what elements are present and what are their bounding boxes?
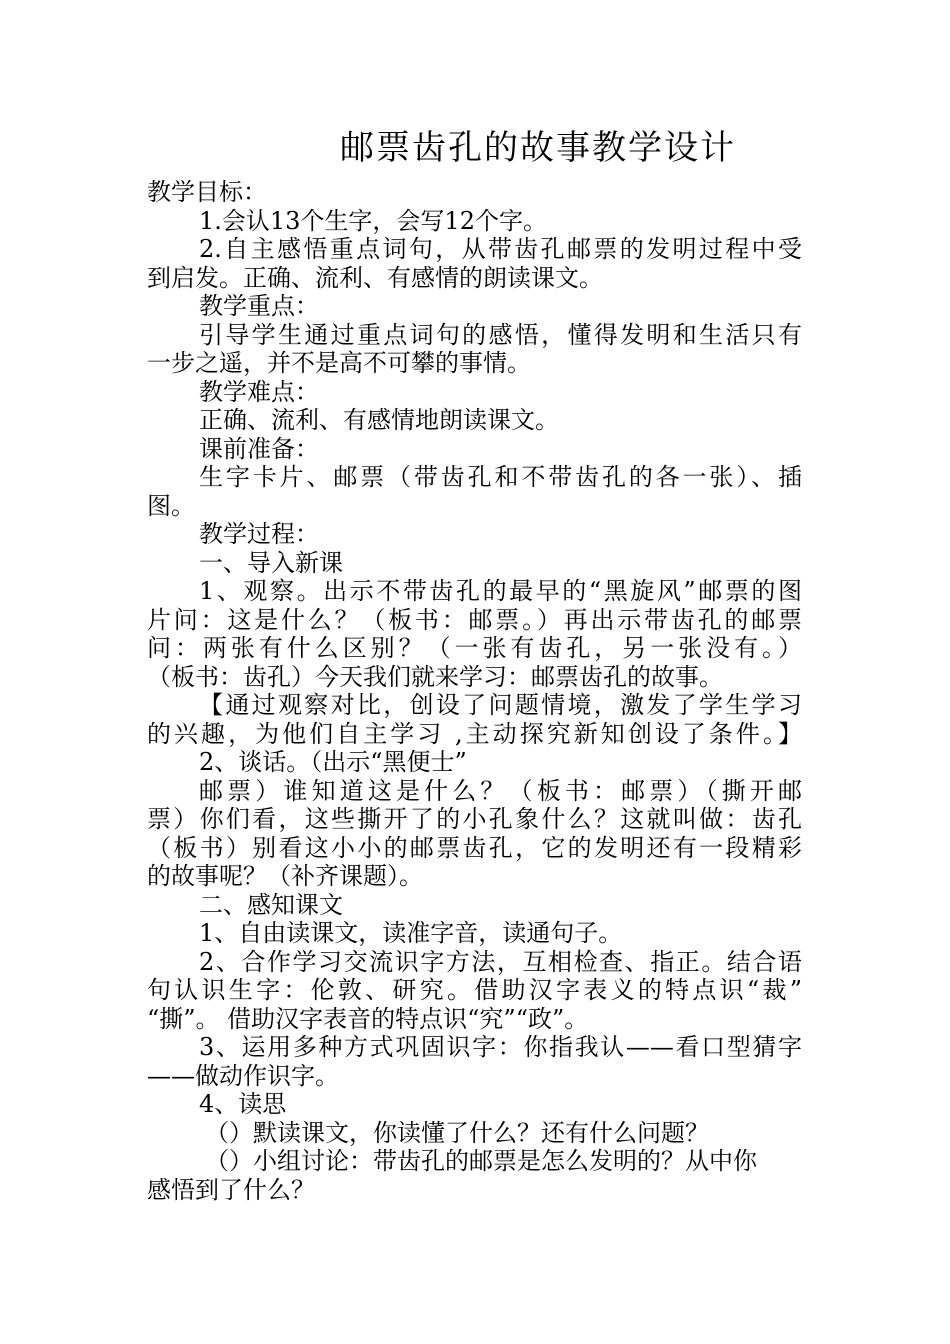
text-line: 二、感知课文	[199, 890, 343, 919]
text-line: （板书：齿孔）今天我们就来学习：邮票齿孔的故事。	[147, 662, 723, 691]
text-line: 片问：这是什么？（板书：邮票。）再出示带齿孔的邮票	[147, 605, 802, 634]
document-title: 邮票齿孔的故事教学设计	[340, 128, 736, 168]
text-line: 生字卡片、邮票（带齿孔和不带齿孔的各一张）、插	[199, 463, 802, 491]
text-line: 的兴趣，为他们自主学习 ,主动探究新知创设了条件。】	[147, 719, 802, 748]
text-line: 2、谈话。（出示“黑便士”	[199, 748, 467, 776]
text-line: 正确、流利、有感情地朗读课文。	[199, 406, 559, 434]
text-line: 4、读思	[199, 1090, 287, 1118]
text-line: 一、导入新课	[199, 548, 343, 577]
text-line: 引导学生通过重点词句的感悟，懂得发明和生活只有	[199, 320, 802, 349]
text-line: “撕”。 借助汉字表音的特点识“究”“政”。	[147, 1004, 589, 1033]
text-line: 课前准备：	[199, 434, 319, 463]
text-line: 感悟到了什么？	[147, 1175, 315, 1204]
text-line: 2.自主感悟重点词句，从带齿孔邮票的发明过程中受	[199, 235, 802, 263]
text-line: 教学过程：	[199, 520, 319, 548]
text-line: 一步之遥，并不是高不可攀的事情。	[147, 349, 531, 377]
text-line: （板书）别看这小小的邮票齿孔，它的发明还有一段精彩	[147, 833, 802, 862]
text-line: 到启发。正确、流利、有感情的朗读课文。	[147, 263, 603, 292]
text-line: 句认识生字：伦敦、研究。借助汉字表义的特点识“裁”	[147, 976, 802, 1004]
text-line: 2、合作学习交流识字方法，互相检查、指正。结合语	[199, 947, 802, 976]
text-line: （）默读课文，你读懂了什么？还有什么问题？	[205, 1118, 709, 1147]
text-line: （）小组讨论：带齿孔的邮票是怎么发明的？从中你	[205, 1147, 757, 1175]
text-line: 1、自由读课文，读准字音，读通句子。	[199, 919, 623, 947]
text-line: 问：两张有什么区别？（一张有齿孔，另一张没有。）	[147, 634, 802, 662]
text-line: 教学难点：	[199, 377, 319, 406]
text-line: 教学重点：	[199, 292, 319, 320]
text-line: ——做动作识字。	[147, 1061, 339, 1090]
text-line: 票）你们看，这些撕开了的小孔象什么？这就叫做：齿孔	[147, 805, 802, 833]
text-line: 3、运用多种方式巩固识字：你指我认——看口型猜字	[199, 1033, 802, 1061]
text-line: 邮票）谁知道这是什么？（板书：邮票）（撕开邮	[199, 776, 802, 805]
text-line: 1.会认13个生字，会写12个字。	[199, 206, 547, 235]
text-line: 教学目标：	[147, 178, 267, 206]
text-line: 【通过观察对比，创设了问题情境，激发了学生学习	[199, 691, 802, 719]
text-line: 1、观察。出示不带齿孔的最早的“黑旋风”邮票的图	[199, 577, 802, 605]
text-line: 的故事呢？（补齐课题）。	[147, 862, 423, 890]
document-body	[147, 178, 802, 1204]
text-line: 图。	[147, 491, 195, 520]
